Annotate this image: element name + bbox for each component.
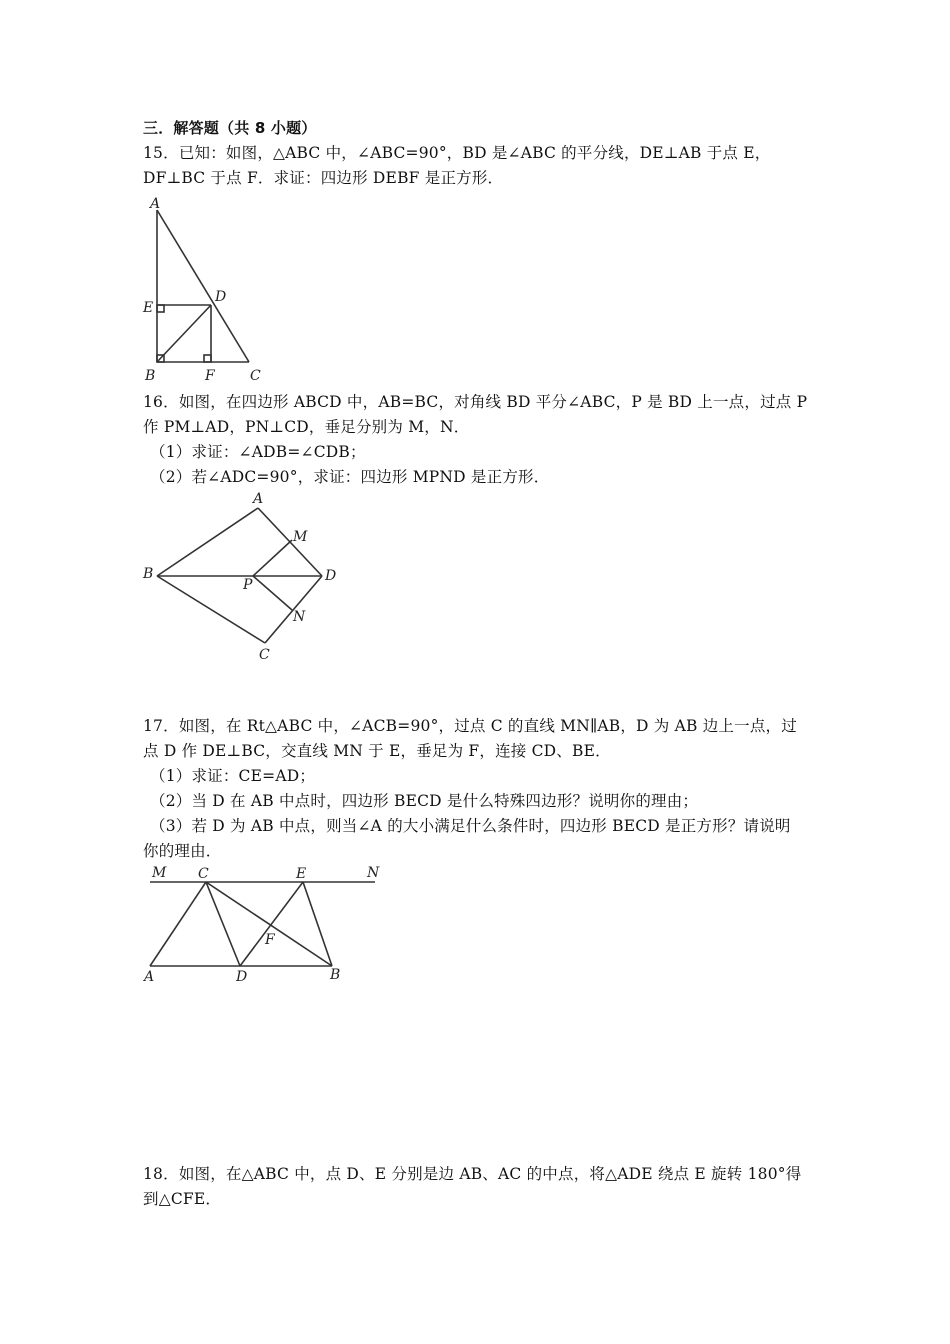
q17-label-M: M: [152, 865, 167, 881]
q15-label-E: E: [143, 300, 154, 316]
q17-segment-CA: [150, 882, 206, 966]
q17-label-F: F: [265, 932, 275, 948]
q16-label-D: D: [325, 568, 337, 584]
q16-text-line2: 作 PM⊥AD，PN⊥CD，垂足分别为 M，N．: [143, 418, 470, 436]
q15-label-C: C: [250, 368, 261, 384]
q17-segment-EB: [303, 882, 332, 966]
q17-label-N: N: [367, 865, 380, 881]
section-title: 三．解答题（共 8 小题）: [143, 119, 317, 137]
q17-label-B: B: [330, 967, 341, 983]
q15-label-A: A: [150, 196, 161, 212]
q16-segment-PN: [253, 576, 292, 610]
q17-label-D: D: [236, 969, 248, 985]
q16-label-B: B: [143, 566, 154, 582]
q17-part2: （2）当 D 在 AB 中点时，四边形 BECD 是什么特殊四边形？说明你的理由；: [150, 792, 699, 810]
q17-part1: （1）求证：CE=AD；: [150, 767, 316, 785]
q15-right-angle-F: [204, 355, 211, 362]
q16-label-A: A: [253, 491, 264, 507]
q18-text-line1: 18．如图，在△ABC 中，点 D、E 分别是边 AB、AC 的中点，将△ADE 绕点 E 旋转 180°得: [143, 1165, 802, 1183]
q17-label-A: A: [144, 969, 155, 985]
q15-right-angle-E: [157, 305, 164, 312]
q17-part3-line1: （3）若 D 为 AB 中点，则当∠A 的大小满足什么条件时，四边形 BECD 是正方形？请说明: [150, 817, 791, 835]
q16-label-P: P: [243, 577, 253, 593]
q17-part3-line2: 你的理由．: [143, 842, 222, 860]
q16-part2: （2）若∠ADC=90°，求证：四边形 MPND 是正方形．: [150, 468, 550, 486]
q16-text-line1: 16．如图，在四边形 ABCD 中，AB=BC，对角线 BD 平分∠ABC，P 是 BD 上一点，过点 P: [143, 393, 808, 411]
q15-label-B: B: [145, 368, 156, 384]
q16-label-M: M: [293, 529, 308, 545]
q15-text-line2: DF⊥BC 于点 F．求证：四边形 DEBF 是正方形．: [143, 169, 504, 187]
q18-text-line2: 到△CFE．: [143, 1190, 222, 1208]
q17-label-C: C: [198, 866, 209, 882]
q17-segment-CB: [206, 882, 332, 966]
q15-label-F: F: [205, 368, 215, 384]
q16-segment-BA: [157, 508, 258, 576]
q17-figure: [140, 862, 390, 987]
q17-label-E: E: [296, 866, 307, 882]
q16-segment-PM: [253, 540, 292, 576]
q16-label-C: C: [259, 647, 270, 663]
q16-figure: [140, 490, 350, 670]
q17-text-line2: 点 D 作 DE⊥BC，交直线 MN 于 E，垂足为 F，连接 CD、BE．: [143, 742, 611, 760]
q15-label-D: D: [215, 289, 227, 305]
q15-figure: [140, 195, 270, 385]
q16-part1: （1）求证：∠ADB=∠CDB；: [150, 443, 366, 461]
q16-label-N: N: [293, 609, 306, 625]
q15-segment-AC: [157, 210, 249, 362]
q15-segment-BD: [157, 305, 211, 362]
q17-text-line1: 17．如图，在 Rt△ABC 中，∠ACB=90°，过点 C 的直线 MN∥AB，D 为 AB 边上一点，过: [143, 717, 797, 735]
q17-segment-DE: [240, 882, 303, 966]
q15-text-line1: 15．已知：如图，△ABC 中，∠ABC=90°，BD 是∠ABC 的平分线，DE⊥AB 于点 E，: [143, 144, 771, 162]
q17-segment-CD: [206, 882, 240, 966]
